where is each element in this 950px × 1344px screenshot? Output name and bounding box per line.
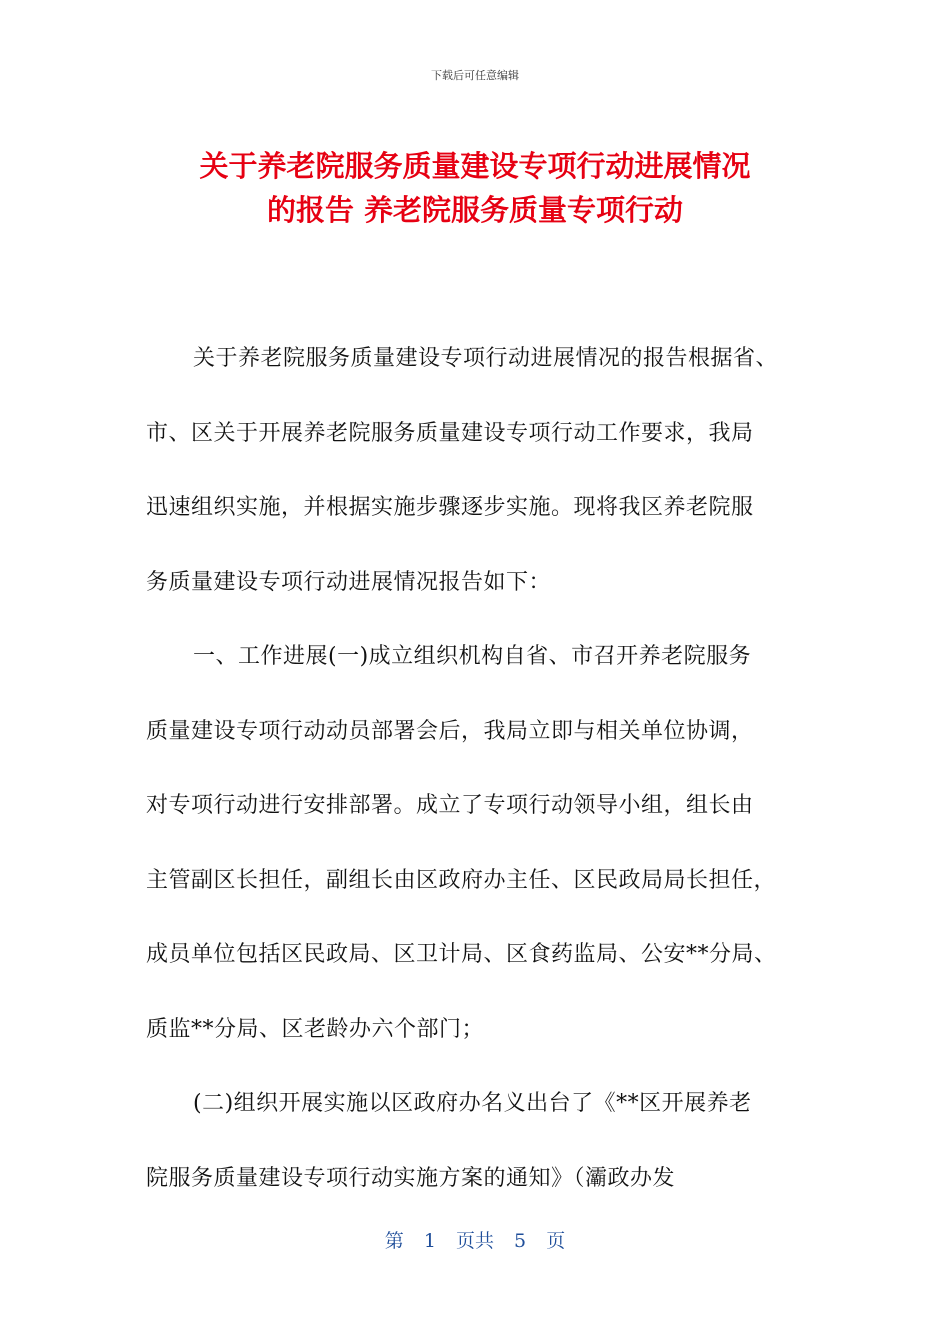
page-mid: 页共 [455, 1230, 494, 1252]
page-total: 5 [514, 1230, 527, 1252]
body-line: 主管副区长担任，副组长由区政府办主任、区民政局局长担任， [146, 867, 777, 893]
body-line: 成员单位包括区民政局、区卫计局、区食药监局、公安**分局、 [146, 942, 777, 967]
body-line: 质量建设专项行动动员部署会后，我局立即与相关单位协调， [146, 718, 754, 744]
title-line-2: 的报告 养老院服务质量专项行动 [266, 193, 684, 227]
page-footer [0, 1226, 950, 1253]
body-line: 迅速组织实施，并根据实施步骤逐步实施。现将我区养老院服 [146, 495, 754, 520]
body-line: 院服务质量建设专项行动实施方案的通知》（灞政办发 [146, 1165, 676, 1191]
document-title [130, 144, 820, 232]
body-line: 关于养老院服务质量建设专项行动进展情况的报告根据省、 [193, 346, 779, 371]
body-line: 对专项行动进行安排部署。成立了专项行动领导小组，组长由 [146, 793, 754, 818]
page-suffix: 页 [546, 1230, 566, 1252]
page-number: 1 [423, 1230, 436, 1252]
body-line: 市、区关于开展养老院服务质量建设专项行动工作要求，我局 [146, 420, 754, 446]
body-line: 务质量建设专项行动进展情况报告如下： [146, 569, 552, 595]
title-line-1: 关于养老院服务质量建设专项行动进展情况 [199, 149, 751, 183]
page-prefix: 第 [384, 1230, 404, 1252]
body-text [146, 322, 816, 1216]
body-line: 一、工作进展(一)成立组织机构自省、市召开养老院服务 [193, 644, 752, 669]
header-note: 下载后可任意编辑 [431, 69, 519, 82]
body-line: 质监**分局、区老龄办六个部门； [146, 1016, 485, 1042]
body-line: (二)组织开展实施以区政府办名义出台了《**区开展养老 [193, 1091, 752, 1116]
